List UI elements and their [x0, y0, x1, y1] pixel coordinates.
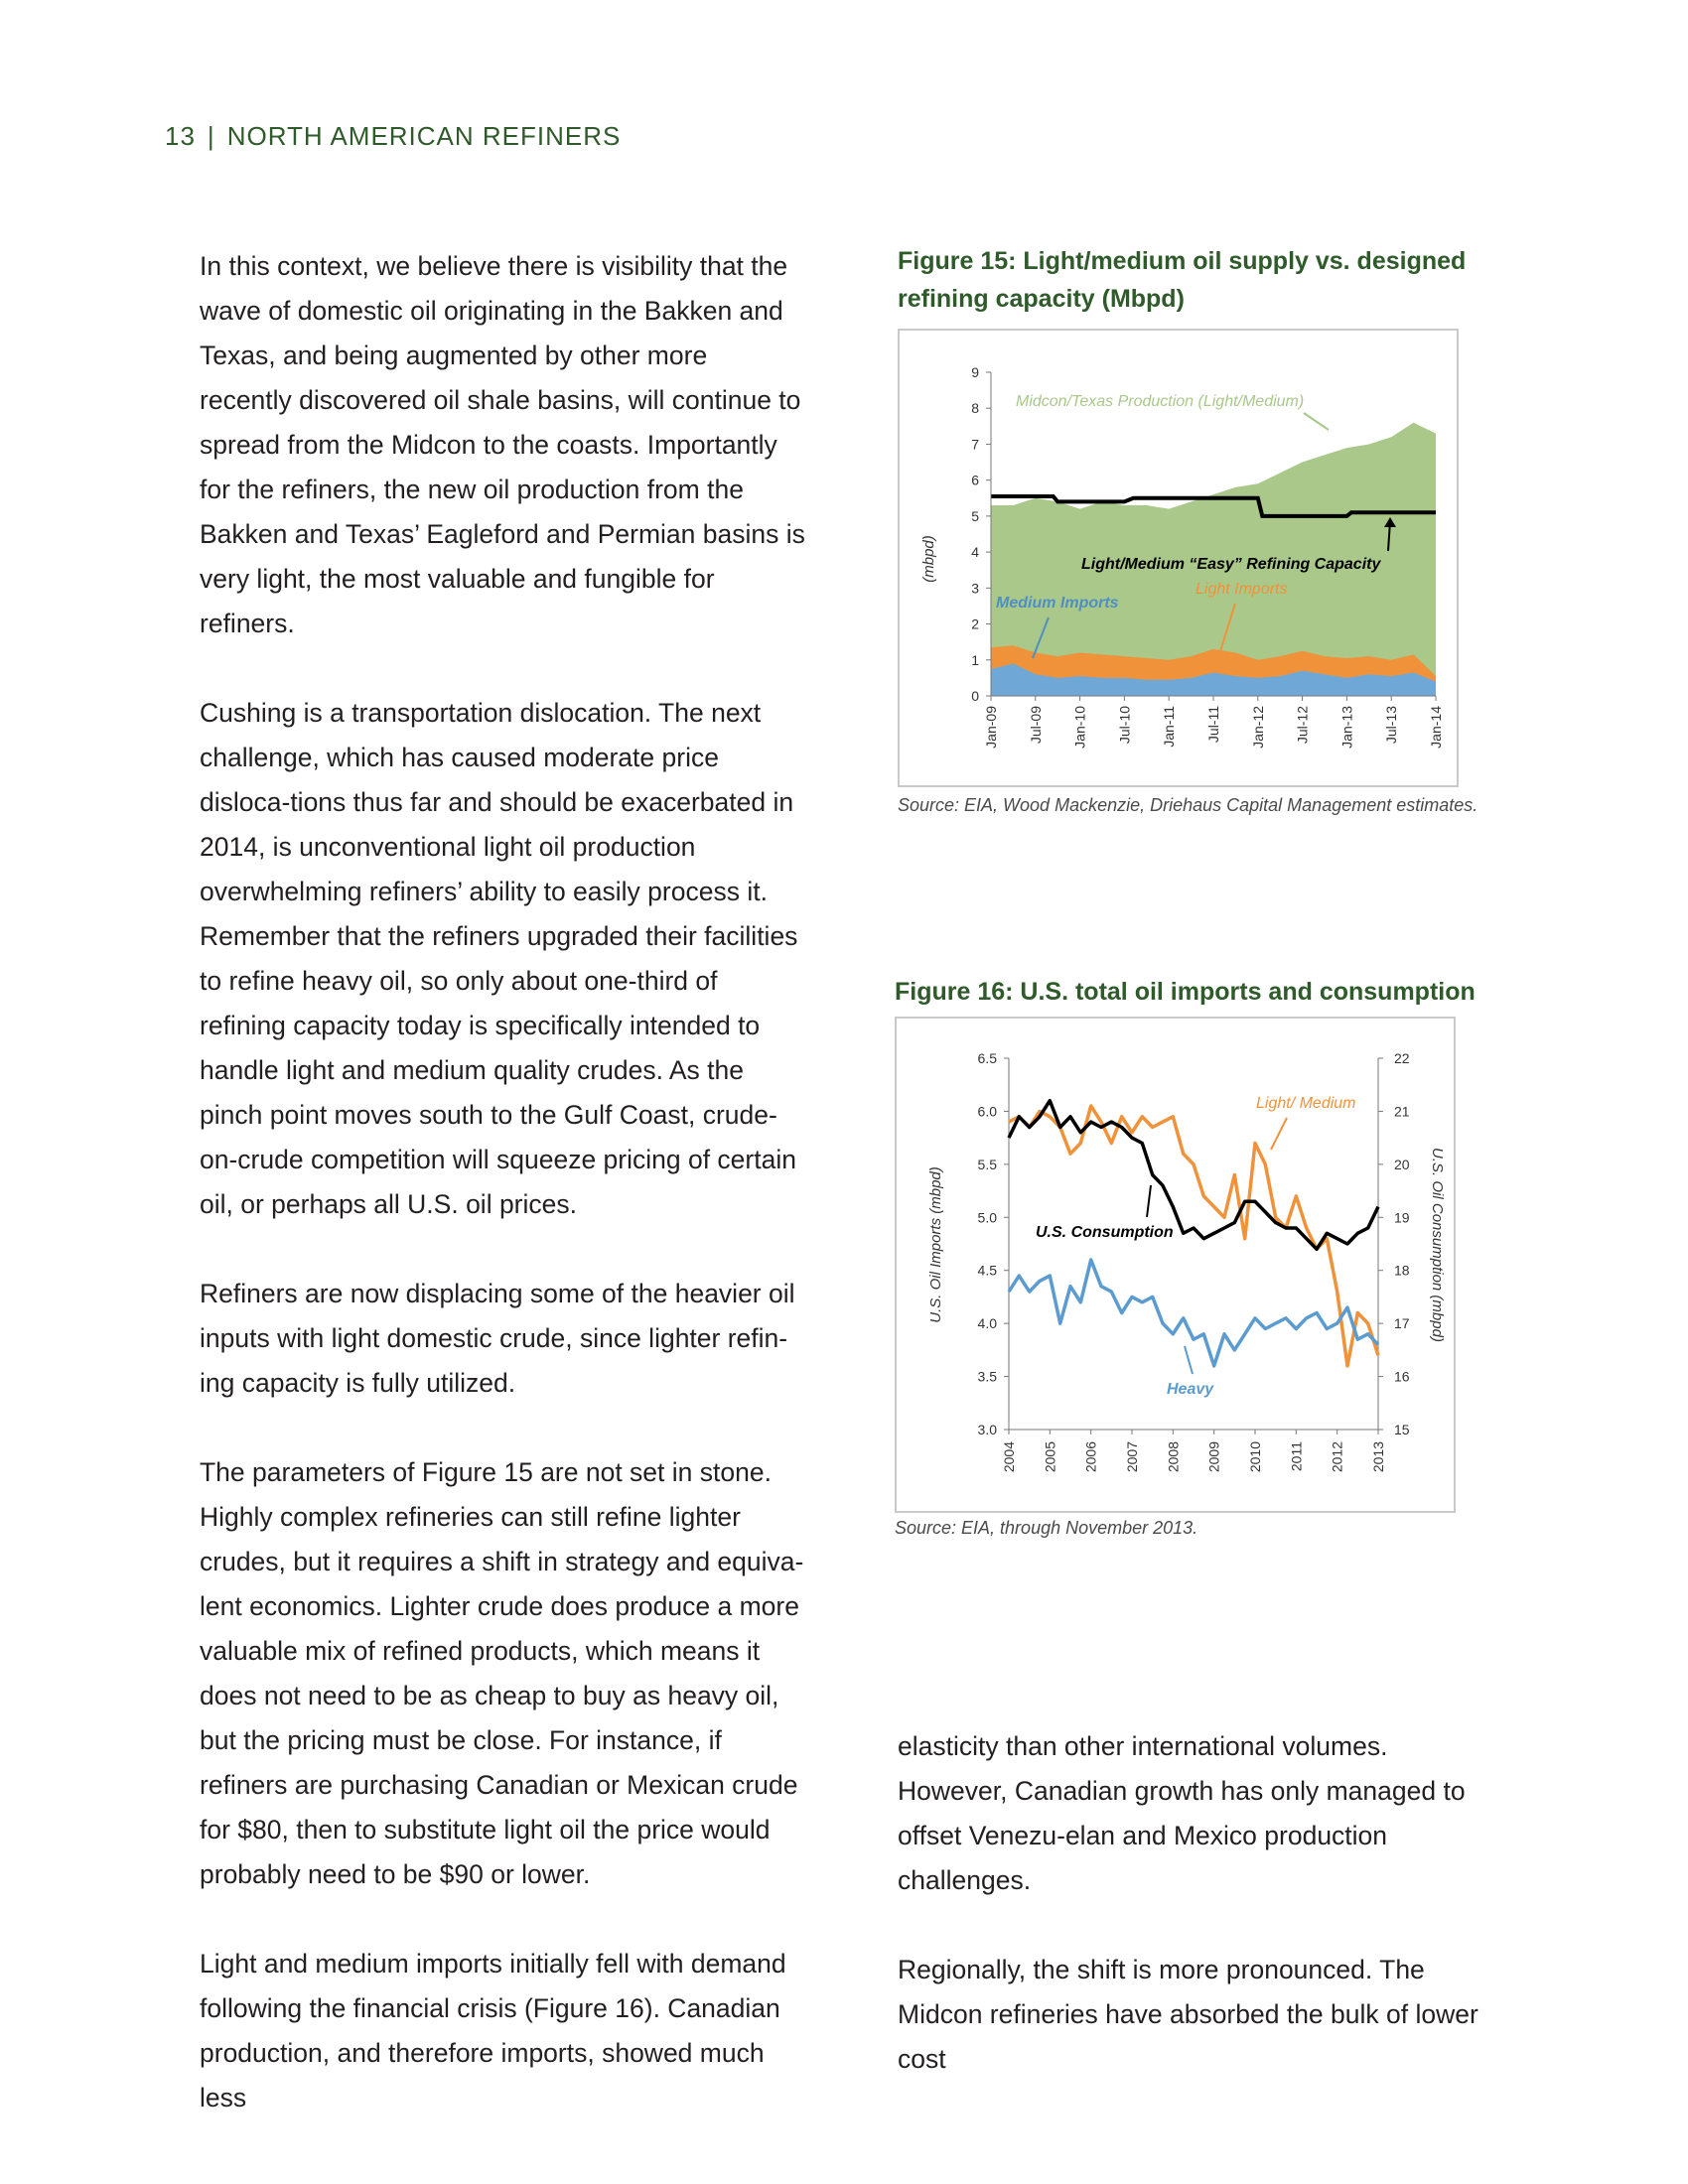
figure-16-chart — [897, 1019, 1454, 1511]
consumption-arrow — [1147, 1185, 1151, 1217]
x-tick-label: Jan-12 — [1249, 706, 1266, 749]
production-arrow — [1304, 413, 1329, 430]
light-imports-annotation: Light Imports — [1196, 581, 1288, 598]
paragraph: In this context, we believe there is visibility that the wave of domestic oil originating in the Bakken and Texas, and being augmented by other more recently discovered oil shale basins, will continue to spread from the Midcon to the coasts. Importantly for the refiners, the new oil production from the Bakken and Texas’ Eagleford and Permian basins is very light, the most valuable and fungible for refiners. — [200, 251, 805, 638]
y-tick-label: 1 — [971, 651, 979, 668]
capacity-annotation: Light/Medium “Easy” Refining Capacity — [1081, 556, 1381, 573]
y-tick-label-left: 3.0 — [977, 1422, 997, 1437]
y-tick-label-left: 5.5 — [977, 1156, 997, 1172]
x-tick-label: 2013 — [1370, 1441, 1386, 1473]
y-tick-label: 9 — [971, 364, 979, 380]
paragraph: Light and medium imports initially fell with demand following the financial crisis (Figure 16). Canadian production, and therefore imports, showed much less — [200, 1949, 786, 2113]
y-tick-label-left: 4.5 — [977, 1262, 997, 1279]
production-annotation: Midcon/Texas Production (Light/Medium) — [1016, 393, 1305, 410]
figure-16-source: Source: EIA, through November 2013. — [895, 1518, 1198, 1538]
y-tick-label-right: 16 — [1394, 1368, 1410, 1385]
x-tick-label: Jul-13 — [1383, 706, 1400, 745]
y-tick-label-right: 18 — [1394, 1262, 1410, 1279]
y-tick-label: 3 — [971, 580, 979, 597]
y-tick-label: 6 — [971, 472, 979, 488]
x-tick-label: 2010 — [1247, 1441, 1263, 1473]
y-tick-label-right: 21 — [1394, 1103, 1410, 1120]
y-axis-label-left: U.S. Oil Imports (mbpd) — [927, 1166, 944, 1323]
y-tick-label-right: 15 — [1394, 1422, 1410, 1437]
paragraph: elasticity than other international volumes. However, Canadian growth has only managed to offset Venezu-elan and Mexico production challenges. — [898, 1731, 1466, 1895]
heavy-line — [1009, 1260, 1378, 1366]
page-header — [165, 121, 621, 152]
x-tick-label: 2011 — [1288, 1441, 1305, 1472]
y-tick-label: 7 — [971, 436, 979, 453]
heavy-annotation: Heavy — [1167, 1381, 1214, 1398]
figure-15-source: Source: EIA, Wood Mackenzie, Driehaus Capital Management estimates. — [898, 795, 1478, 815]
y-tick-label-left: 6.0 — [977, 1103, 997, 1120]
light-medium-arrow — [1271, 1118, 1287, 1150]
x-tick-label: Jul-10 — [1116, 706, 1133, 745]
x-tick-label: Jan-11 — [1161, 706, 1178, 748]
y-axis-label: (mbpd) — [920, 535, 937, 583]
light-medium-annotation: Light/ Medium — [1256, 1095, 1356, 1112]
paragraph: The parameters of Figure 15 are not set in stone. Highly complex refineries can still refine lighter crudes, but it requires a shift in strategy and equiva-lent economics. Lighter crude does produce a more valuable mix of refined products, which means it does not need to be as cheap to buy as heavy oil, but the pricing must be close. For instance, if refiners are purchasing Canadian or Mexican crude for $80, then to substitute light oil the price would probably need to be $90 or lower. — [200, 1457, 804, 1889]
x-tick-label: 2006 — [1082, 1441, 1099, 1473]
consumption-annotation: U.S. Consumption — [1036, 1224, 1174, 1241]
x-tick-label: 2009 — [1205, 1441, 1222, 1473]
y-tick-label-left: 4.0 — [977, 1315, 997, 1332]
page-number: 13 — [165, 121, 196, 151]
x-tick-label: Jul-12 — [1294, 706, 1311, 745]
y-tick-label-left: 5.0 — [977, 1209, 997, 1226]
header-separator: | — [207, 121, 215, 151]
y-tick-label-left: 6.5 — [977, 1050, 997, 1066]
y-tick-label-right: 19 — [1394, 1209, 1410, 1226]
figure-16-title: Figure 16: U.S. total oil imports and consumption — [895, 978, 1476, 1006]
y-tick-label-left: 3.5 — [977, 1368, 997, 1385]
figure-15-chart-box — [898, 329, 1459, 787]
medium-imports-annotation: Medium Imports — [996, 595, 1119, 612]
x-tick-label: 2007 — [1124, 1441, 1140, 1473]
x-tick-label: Jan-09 — [983, 706, 999, 749]
x-tick-label: Jul-09 — [1027, 706, 1044, 745]
section-title: NORTH AMERICAN REFINERS — [226, 121, 622, 151]
y-tick-label: 0 — [971, 688, 979, 704]
x-tick-label: 2004 — [1001, 1441, 1017, 1473]
figure-15-chart — [900, 331, 1457, 785]
y-tick-label: 4 — [971, 544, 979, 561]
paragraph: Refiners are now displacing some of the heavier oil inputs with light domestic crude, since lighter refin-ing capacity is fully utilized. — [200, 1279, 795, 1398]
y-tick-label-right: 20 — [1394, 1156, 1410, 1172]
heavy-arrow — [1185, 1346, 1193, 1374]
left-text-column — [200, 244, 805, 2165]
x-tick-label: Jan-14 — [1428, 706, 1444, 749]
x-tick-label: Jan-10 — [1071, 706, 1088, 749]
x-tick-label: 2012 — [1329, 1441, 1345, 1473]
paragraph: Cushing is a transportation dislocation. The next challenge, which has caused moderate price disloca-tions thus far and should be exacerbated in 2014, is unconventional light oil production overwhelming refiners’ ability to easily process it. Remember that the refiners upgraded their facilities to refine heavy oil, so only about one-third of refining capacity today is specifically intended to handle light and medium quality crudes. As the pinch point moves south to the Gulf Coast, crude-on-crude competition will squeeze pricing of certain oil, or perhaps all U.S. oil prices. — [200, 698, 798, 1219]
y-tick-label-right: 17 — [1394, 1315, 1410, 1332]
figure-15-title: Figure 15: Light/medium oil supply vs. designed refining capacity (Mbpd) — [898, 247, 1467, 313]
figure-16-chart-box — [895, 1017, 1456, 1513]
x-tick-label: 2005 — [1042, 1441, 1058, 1473]
y-axis-label-right: U.S. Oil Consumption (mbpd) — [1429, 1148, 1446, 1342]
y-tick-label: 5 — [971, 507, 979, 524]
paragraph: Regionally, the shift is more pronounced. The Midcon refineries have absorbed the bulk of lower cost — [898, 1955, 1478, 2074]
y-tick-label-right: 22 — [1394, 1050, 1410, 1066]
y-tick-label: 2 — [971, 615, 979, 632]
right-text-column — [898, 1724, 1503, 2126]
x-tick-label: 2008 — [1165, 1441, 1182, 1473]
x-tick-label: Jan-13 — [1338, 706, 1355, 749]
x-tick-label: Jul-11 — [1205, 706, 1221, 744]
y-tick-label: 8 — [971, 400, 979, 417]
